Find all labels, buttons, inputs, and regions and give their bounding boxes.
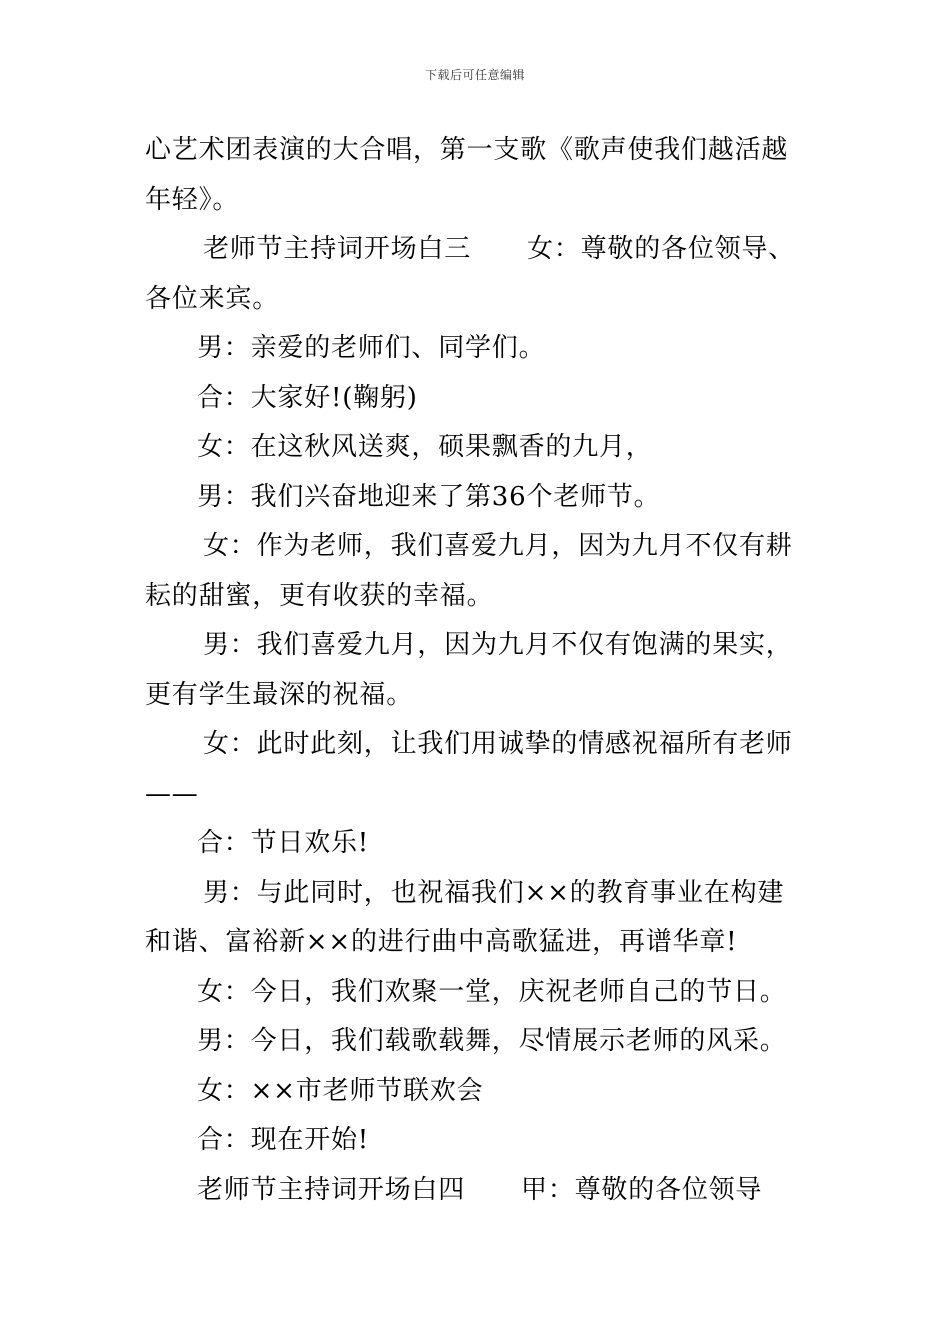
section-title: 老师节主持词开场白四 (197, 1174, 466, 1205)
paragraph: 男：今日，我们载歌载舞，尽情展示老师的风采。 (197, 1026, 787, 1056)
paragraph: 女：在这秋风送爽，硕果飘香的九月， (197, 432, 653, 462)
page-header-note: 下载后可任意编辑 (424, 68, 525, 82)
paragraph-section-title (145, 225, 807, 324)
document-body (145, 126, 807, 1215)
paragraph: 心艺术团表演的大合唱，第一支歌《歌声使我们越活越年轻》。 (145, 135, 789, 215)
paragraph: 男：我们喜爱九月，因为九月不仅有饱满的果实，更有学生最深的祝福。 (145, 630, 793, 710)
paragraph-section-title (145, 1166, 807, 1216)
paragraph: 男：与此同时，也祝福我们××的教育事业在构建和谐、富裕新××的进行曲中高歌猛进，再谱华章! (145, 877, 785, 957)
paragraph: 合：节日欢乐! (197, 828, 370, 858)
section-title: 老师节主持词开场白三 (203, 234, 472, 264)
paragraph: 男：我们兴奋地迎来了第36个老师节。 (197, 481, 661, 512)
paragraph: 合：大家好!(鞠躬) (197, 382, 418, 413)
paragraph: 女：××市老师节联欢会 (197, 1075, 484, 1106)
paragraph: 合：现在开始! (197, 1125, 370, 1155)
paragraph-text: 女：尊敬的各位领导、各位来宾。 (145, 234, 796, 314)
paragraph: 女：作为老师，我们喜爱九月，因为九月不仅有耕耘的甜蜜，更有收获的幸福。 (145, 531, 793, 611)
paragraph: 女：今日，我们欢聚一堂，庆祝老师自己的节日。 (197, 976, 787, 1007)
paragraph: 女：此时此刻，让我们用诚挚的情感祝福所有老师—— (145, 729, 793, 809)
paragraph: 男：亲爱的老师们、同学们。 (197, 333, 546, 363)
paragraph-text: 甲：尊敬的各位领导 (521, 1174, 763, 1205)
